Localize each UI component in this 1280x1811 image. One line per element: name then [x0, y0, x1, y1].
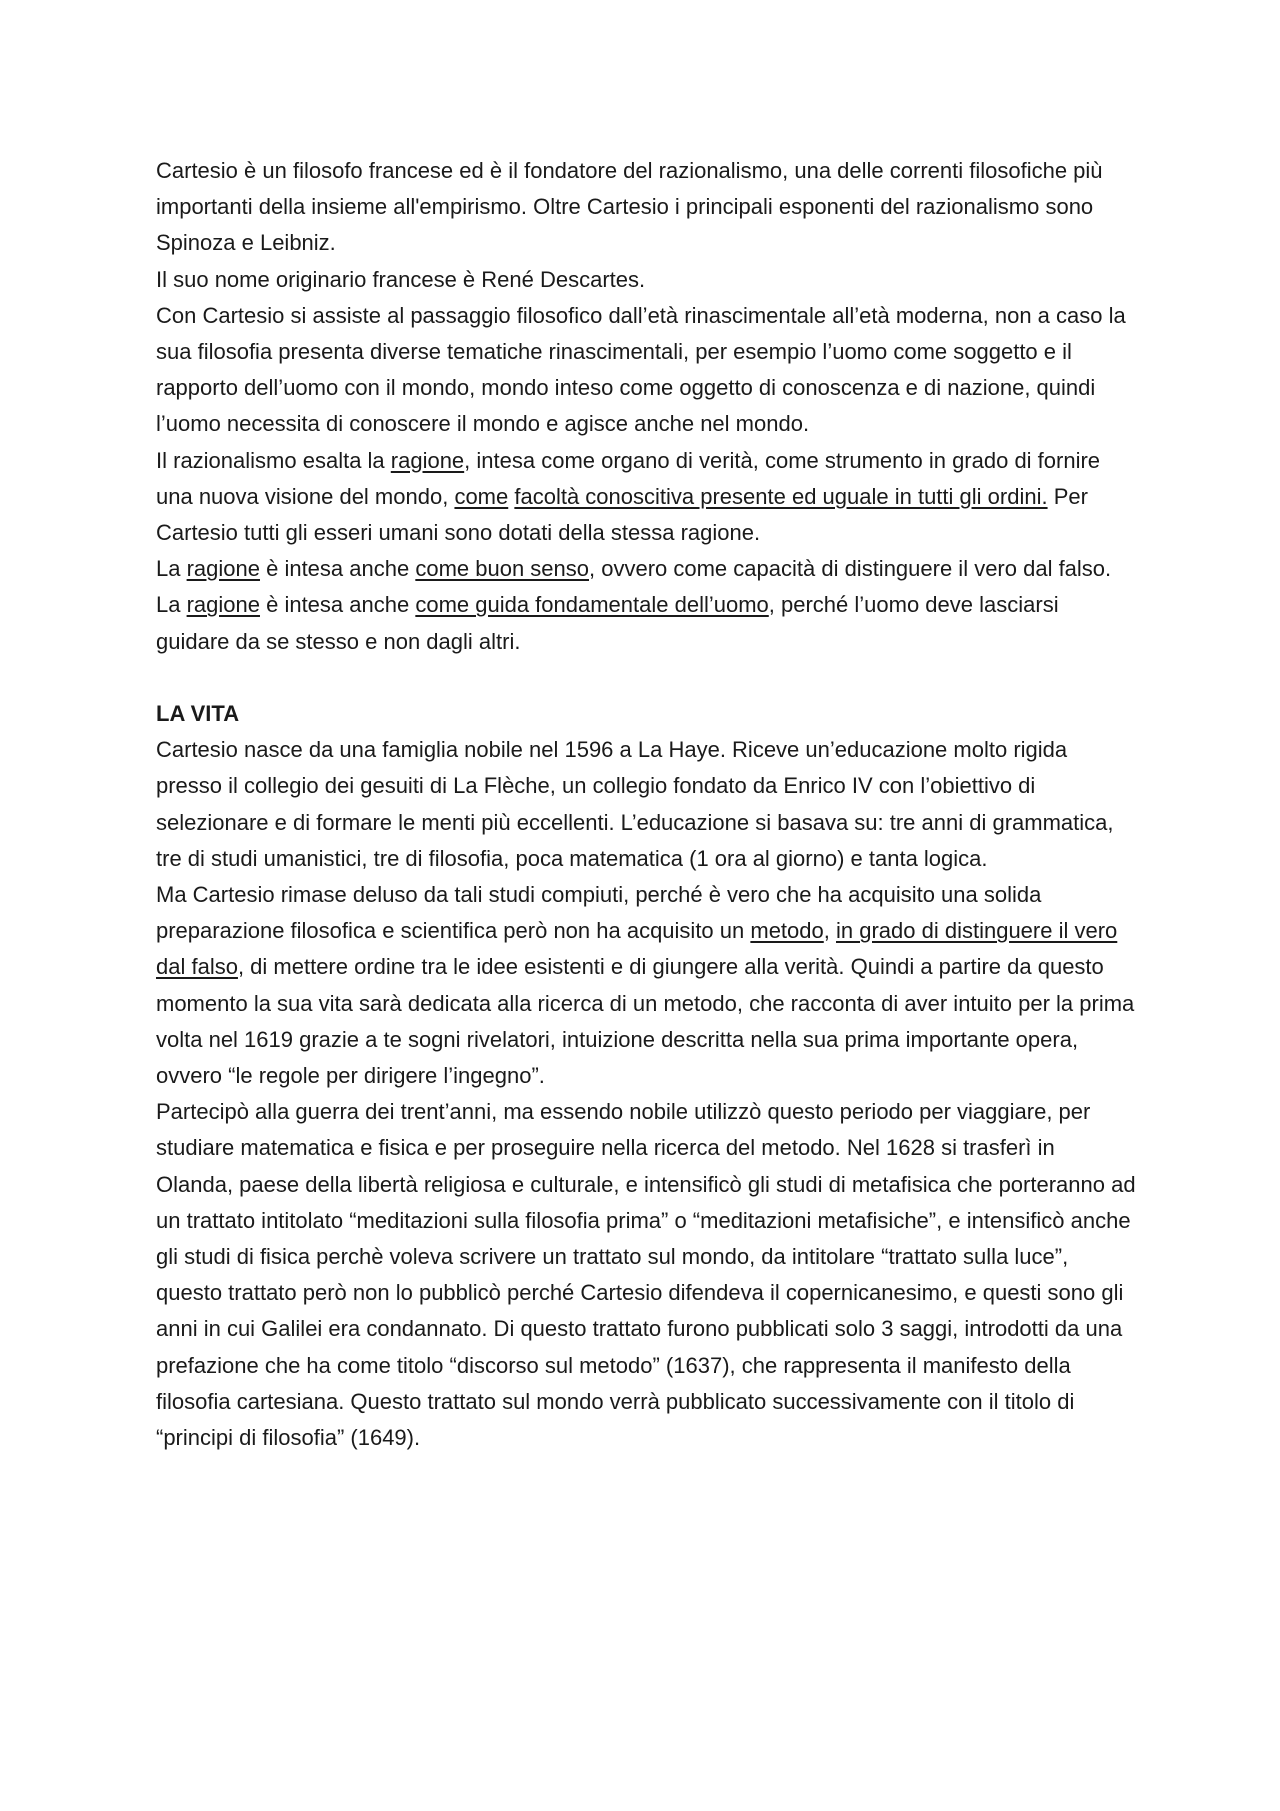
vita-paragraph-1: Cartesio nasce da una famiglia nobile nel 1596 a La Haye. Riceve un’educazione molto rigida presso il collegio dei gesuiti di La Flèche, un collegio fondato da Enrico IV con l’obiettivo di selezionare e di formare le menti più eccellenti. L’educazione si basava su: tre anni di grammatica, tre di studi umanistici, tre di filosofia, poca matematica (1 ora al giorno) e tanta logica. — [156, 737, 1114, 871]
underlined-text: in grado di distinguere il vero dal falso — [156, 918, 1118, 980]
underlined-text: come guida fondamentale dell’uomo — [415, 592, 769, 618]
text-run: , intesa come organo di verità, come strumento in grado di fornire una nuova visione del mondo, — [156, 447, 1101, 509]
intro-paragraph-2: Il suo nome originario francese è René Descartes. — [156, 266, 646, 292]
blank-line — [156, 660, 1136, 696]
intro-paragraph-4 — [156, 443, 1136, 552]
vita-paragraph-2 — [156, 877, 1136, 1094]
text-run: , di mettere ordine tra le idee esistenti e di giungere alla verità. Quindi a partire da questo momento la sua vita sarà dedicata alla ricerca di un metodo, che racconta di aver intuito per la prima volta nel 1619 grazie a te sogni rivelatori, intuizione descritta nella sua prima importante opera, ovvero “le regole per dirigere l’ingegno”. — [156, 954, 1135, 1089]
text-run: è intesa anche — [259, 556, 416, 582]
intro-paragraph-5 — [156, 551, 1136, 587]
text-run: La — [156, 556, 187, 582]
intro-paragraph-3: Con Cartesio si assiste al passaggio filosofico dall’età rinascimentale all’età moderna, non a caso la sua filosofia presenta diverse tematiche rinascimentali, per esempio l’uomo come soggetto e il rapporto dell’uomo con il mondo, mondo inteso come oggetto di conoscenza e di nazione, quindi l’uomo necessita di conoscere il mondo e agisce anche nel mondo. — [156, 302, 1126, 437]
section-heading-vita: LA VITA — [156, 701, 240, 727]
text-run: Ma Cartesio rimase deluso da tali studi compiuti, perché è vero che ha acquisito una solida preparazione filosofica e scientifica però non ha acquisito un — [156, 882, 1042, 944]
text-run: , perché l’uomo deve lasciarsi guidare da se stesso e non dagli altri. — [156, 592, 1059, 654]
text-run: Per Cartesio tutti gli esseri umani sono dotati della stessa ragione. — [156, 483, 1088, 546]
underlined-text: come — [454, 483, 509, 509]
underlined-text: metodo — [750, 918, 824, 944]
text-run: Il razionalismo esalta la — [156, 447, 391, 473]
intro-paragraph-6 — [156, 587, 1136, 659]
text-run: La — [156, 592, 187, 618]
text-run: , — [823, 918, 836, 944]
underlined-text: ragione — [186, 592, 260, 618]
underlined-text: ragione — [186, 556, 260, 582]
document-page — [156, 153, 1136, 1456]
vita-paragraph-3: Partecipò alla guerra dei trent’anni, ma essendo nobile utilizzò questo periodo per viaggiare, per studiare matematica e fisica e per proseguire nella ricerca del metodo. Nel 1628 si trasferì in Olanda, paese della libertà religiosa e culturale, e intensificò gli studi di metafisica che porteranno ad un trattato intitolato “meditazioni sulla filosofia prima” o “meditazioni metafisiche”, e intensificò anche gli studi di fisica perchè voleva scrivere un trattato sul mondo, da intitolare “trattato sulla luce”, questo trattato però non lo pubblicò perché Cartesio difendeva il copernicanesimo, e questi sono gli anni in cui Galilei era condannato. Di questo trattato furono pubblicati solo 3 saggi, introdotti da una prefazione che ha come titolo “discorso sul metodo” (1637), che rappresenta il manifesto della filosofia cartesiana. Questo trattato sul mondo verrà pubblicato successivamente con il titolo di “principi di filosofia” (1649). — [156, 1099, 1136, 1451]
intro-paragraph-1: Cartesio è un filosofo francese ed è il fondatore del razionalismo, una delle correnti filosofiche più importanti della insieme all'empirismo. Oltre Cartesio i principali esponenti del razionalismo sono Spinoza e Leibniz. — [156, 158, 1103, 256]
underlined-text: come buon senso — [415, 556, 589, 582]
text-run: è intesa anche — [259, 592, 416, 618]
underlined-text: facoltà conoscitiva presente ed uguale in tutti gli ordini. — [514, 483, 1048, 509]
text-run: , ovvero come capacità di distinguere il vero dal falso. — [589, 556, 1112, 582]
underlined-text: ragione — [390, 447, 465, 473]
